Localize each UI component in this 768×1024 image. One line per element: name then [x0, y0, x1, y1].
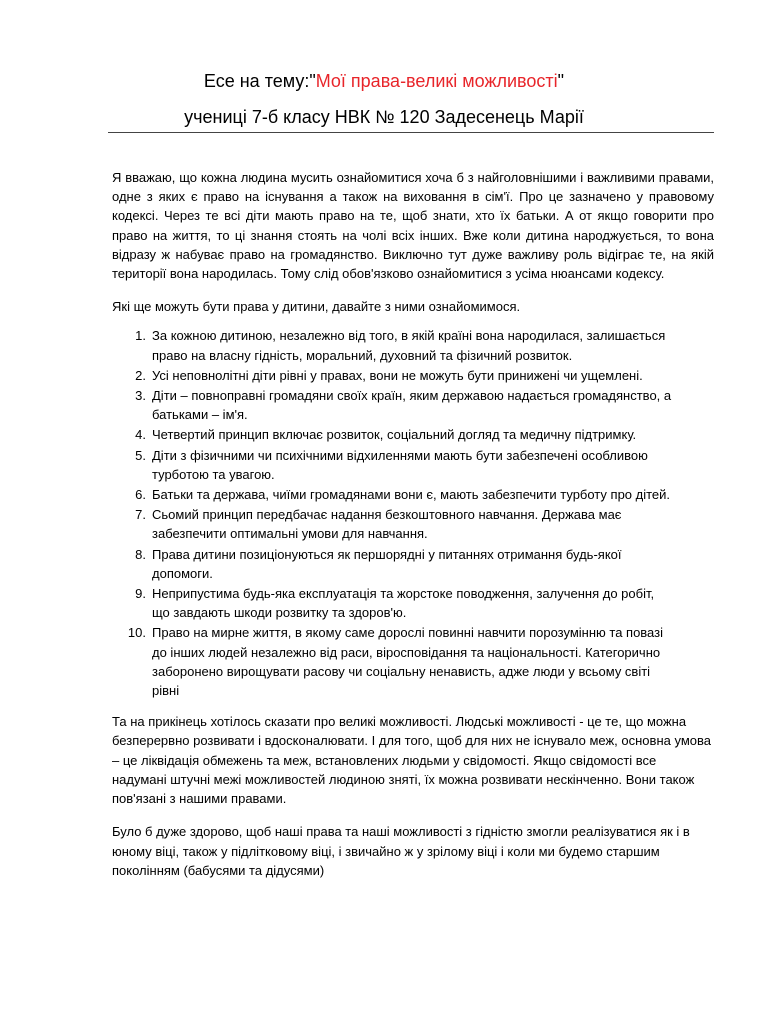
list-item	[112, 584, 714, 622]
list-item-text: Право на мирне життя, в якому саме дорослі повинні навчити порозумінню та повазі до інших людей незалежно від раси, віросповідання та національності. Категорично заборонено вирощувати расову чи соціальну ненависть, адже люди у всьому світі рівні	[152, 625, 663, 699]
list-item	[112, 545, 714, 583]
list-item-text: Неприпустима будь-яка експлуатація та жорстоке поводження, залучення до робіт, що завдають шкоди розвитку та здоров'ю.	[152, 586, 655, 621]
list-item-number: 7.	[135, 507, 146, 523]
list-item-text: Права дитини позиціонуються як першорядні у питаннях отримання будь-якої допомоги.	[152, 546, 622, 581]
title-suffix: "	[557, 71, 565, 91]
essay-subtitle: учениці 7-б класу НВК № 120 Задесенець Марії	[184, 107, 584, 127]
list-item-text: Батьки та держава, чиїми громадянами вони є, мають забезпечити турботу про дітей.	[152, 487, 671, 503]
list-item	[112, 425, 714, 444]
list-item-text: Діти з фізичними чи психічними відхиленнями мають бути забезпечені особливою турботою та увагою.	[152, 447, 648, 482]
list-item	[112, 505, 714, 543]
list-item-text: Четвертий принцип включає розвиток, соціальний догляд та медичну підтримку.	[152, 427, 637, 443]
list-item-number: 8.	[135, 546, 146, 562]
list-item	[112, 386, 714, 424]
rights-list	[112, 326, 714, 700]
list-item-text: Усі неповнолітні діти рівні у правах, вони не можуть бути принижені чи ущемлені.	[152, 367, 643, 383]
paragraph-list-intro: Які ще можуть бути права у дитини, давайте з ними ознайомимося.	[112, 299, 521, 315]
list-item-number: 6.	[135, 487, 146, 503]
list-item	[112, 326, 714, 364]
list-item	[112, 366, 714, 385]
list-item-text: Діти – повноправні громадяни своїх країн, яким державою надається громадянство, а батьками – ім'я.	[152, 388, 672, 423]
list-item	[112, 485, 714, 504]
title-highlight: Мої права-великі можливості	[315, 71, 558, 91]
header-divider	[108, 132, 714, 133]
list-item-number: 1.	[135, 328, 146, 344]
list-item-number: 4.	[135, 427, 146, 443]
paragraph-intro: Я вважаю, що кожна людина мусить ознайомитися хоча б з найголовнішими і важливими правами, одне з яких є право на існування а також на виховання в сім'ї. Про це зазначено у правовому кодексі. Через те всі діти мають право на те, щоб знати, хто їх батьки. А от якщо говорити про право на життя, то ці знання стоять на чолі всіх інших. Вже коли дитина народжується, то вона відразу ж набуває право на громадянство. Виключно тут дуже важливу роль відіграє те, на якій території вона народилась. Тому слід обов'язково ознайомитися з усіма нюансами кодексу.	[112, 170, 714, 282]
list-item-number: 2.	[135, 367, 146, 383]
list-item-number: 5.	[135, 447, 146, 463]
paragraph-possibilities: Та на прикінець хотілось сказати про великі можливості. Людські можливості - це те, що можна безперервно розвивати і вдосконалювати. І для того, щоб для них не існувало меж, основна умова – це ліквідація обмежень та меж, встановлених людьми у свідомості. Якщо свідомості все надумані штучні межі можливостей людиною зняті, їх можна розвивати нескінченно. Вони також пов'язані з нашими правами.	[112, 714, 711, 807]
paragraph-conclusion: Було б дуже здорово, щоб наші права та наші можливості з гідністю змогли реалізуватися як і в юному віці, також у підлітковому віці, і звичайно ж у зрілому віці і коли ми будемо старшим поколінням (бабусями та дідусями)	[112, 824, 690, 878]
list-item-text: За кожною дитиною, незалежно від того, в якій країні вона народилася, залишається право на власну гідність, моральний, духовний та фізичний розвиток.	[152, 328, 666, 363]
list-item	[112, 623, 714, 700]
list-item-number: 9.	[135, 586, 146, 602]
list-item-number: 3.	[135, 388, 146, 404]
essay-body	[112, 168, 714, 880]
title-prefix: Есе на тему:"	[203, 71, 316, 91]
list-item	[112, 446, 714, 484]
essay-title	[0, 70, 768, 92]
list-item-number: 10.	[127, 625, 146, 641]
list-item-text: Сьомий принцип передбачає надання безкоштовного навчання. Держава має забезпечити оптимальні умови для навчання.	[152, 507, 622, 542]
